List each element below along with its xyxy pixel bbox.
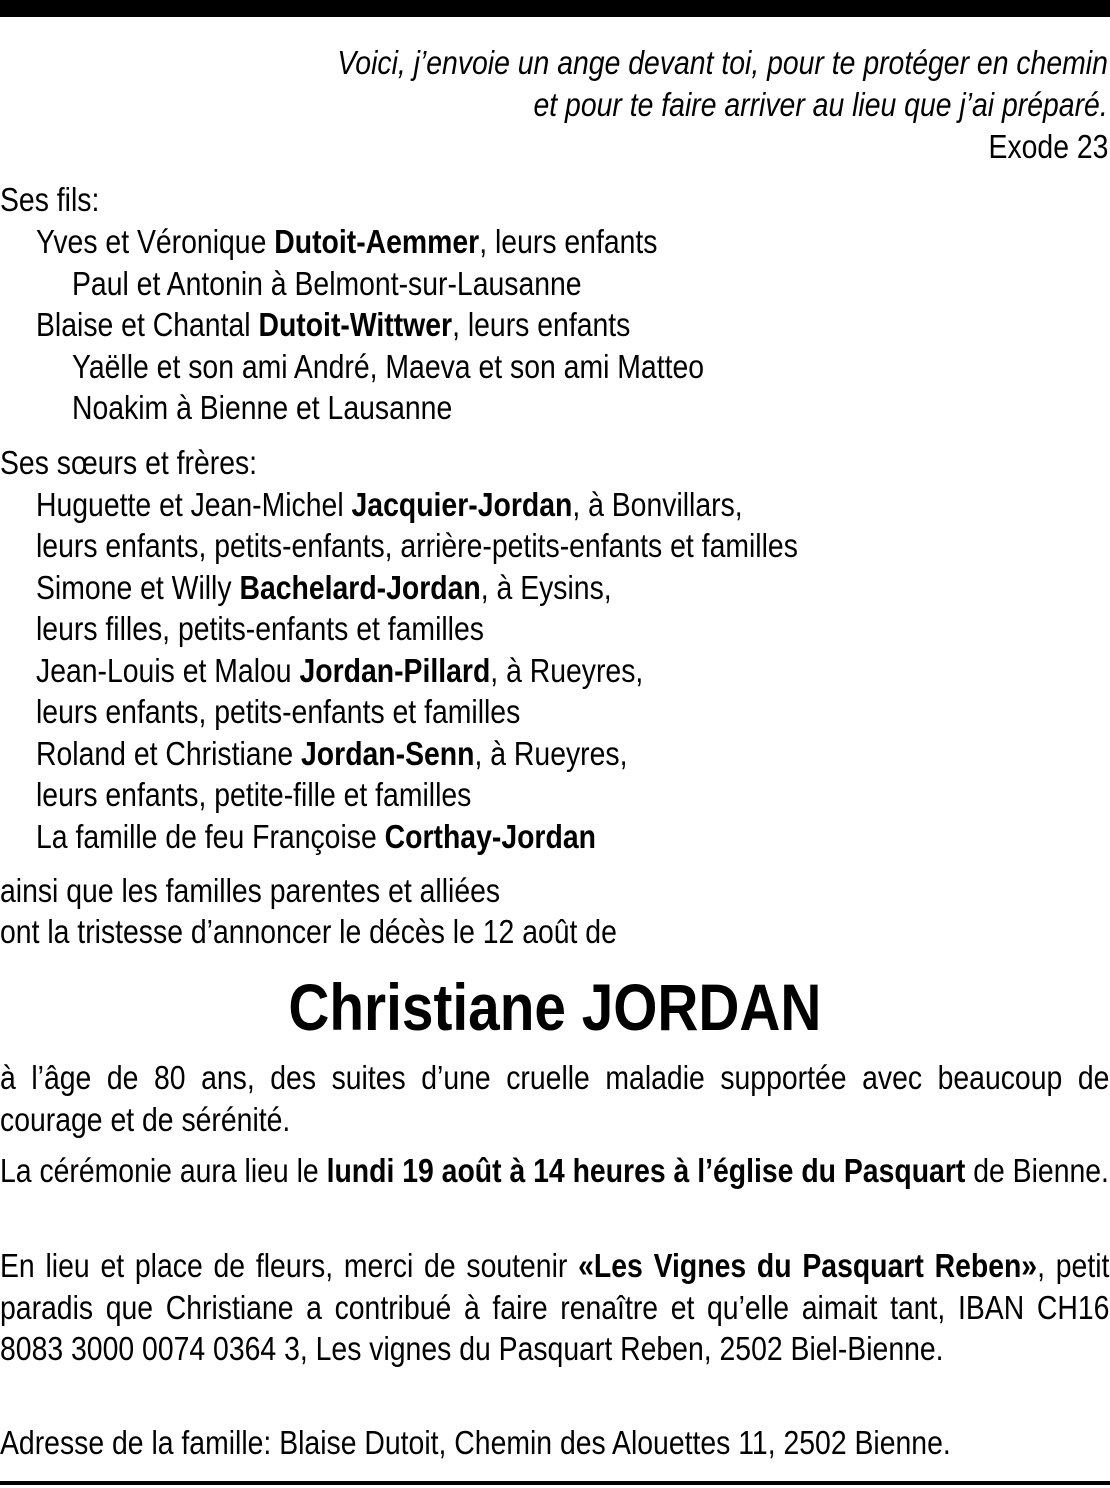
sibling-1-prefix: Huguette et Jean-Michel <box>36 486 352 523</box>
son-2-line <box>36 304 630 346</box>
sibling-4-prefix: Roland et Christiane <box>36 735 302 772</box>
announcement-line-1: ainsi que les familles parentes et alliées <box>0 872 501 909</box>
donation-paragraph <box>0 1245 1109 1370</box>
age-paragraph: à l’âge de 80 ans, des suites d’une cruelle maladie supportée avec beaucoup de courage et de sérénité. <box>0 1059 1110 1138</box>
donation-organization: «Les Vignes du Pasquart Reben» <box>578 1247 1038 1284</box>
sibling-1-suffix: , à Bonvillars, <box>572 486 743 523</box>
son-1-suffix: , leurs enfants <box>479 223 658 260</box>
sibling-3-family: leurs enfants, petits-enfants et familles <box>36 693 521 730</box>
sibling-3-prefix: Jean-Louis et Malou <box>36 652 300 689</box>
siblings-heading: Ses sœurs et frères: <box>0 444 258 481</box>
son-2-suffix: , leurs enfants <box>452 306 631 343</box>
son-2-children: Yaëlle et son ami André, Maeva et son ami Matteo <box>72 348 705 385</box>
verse-line-2: et pour te faire arriver au lieu que j’ai préparé. <box>533 86 1108 123</box>
sibling-2-family: leurs filles, petits-enfants et familles <box>36 610 484 647</box>
ceremony-prefix: La cérémonie aura lieu le <box>0 1152 327 1189</box>
announcement-line-2: ont la tristesse d’annoncer le décès le 12 août de <box>0 913 617 950</box>
sibling-4-surname: Jordan-Senn <box>301 735 475 772</box>
son-1-surname: Dutoit-Aemmer <box>274 223 480 260</box>
son-1-prefix: Yves et Véronique <box>36 223 275 260</box>
donation-suffix: , petit paradis que Christiane a contribué à faire renaître et qu’elle aimait tant, IBAN CH16 8083 3000 0074 0364 3, Les vignes du Pasquart Reben, 2502 Biel-Bienne. <box>0 1247 1110 1367</box>
sibling-3-surname: Jordan-Pillard <box>299 652 491 689</box>
sibling-1-line <box>36 484 743 526</box>
sibling-5-surname: Corthay-Jordan <box>384 818 596 855</box>
verse-reference: Exode 23 <box>988 128 1108 165</box>
son-2-prefix: Blaise et Chantal <box>36 306 259 343</box>
son-1-children: Paul et Antonin à Belmont-sur-Lausanne <box>72 265 582 302</box>
sibling-2-prefix: Simone et Willy <box>36 569 240 606</box>
ceremony-paragraph <box>0 1150 1109 1192</box>
sibling-2-line <box>36 567 612 609</box>
top-rule <box>0 0 1110 17</box>
sibling-4-family: leurs enfants, petite-fille et familles <box>36 776 472 813</box>
family-address: Adresse de la famille: Blaise Dutoit, Chemin des Alouettes 11, 2502 Bienne. <box>0 1424 951 1461</box>
sibling-4-line <box>36 733 628 775</box>
sibling-1-family: leurs enfants, petits-enfants, arrière-petits-enfants et familles <box>36 527 798 564</box>
deceased-name-text: Christiane JORDAN <box>288 970 822 1044</box>
son-2-surname: Dutoit-Wittwer <box>258 306 453 343</box>
sibling-2-surname: Bachelard-Jordan <box>239 569 481 606</box>
verse-line-1: Voici, j’envoie un ange devant toi, pour te protéger en chemin <box>337 44 1108 81</box>
sibling-3-suffix: , à Rueyres, <box>490 652 644 689</box>
sibling-4-suffix: , à Rueyres, <box>474 735 628 772</box>
sibling-5-line <box>36 816 596 858</box>
sibling-5-prefix: La famille de feu Françoise <box>36 818 385 855</box>
son-2-children-2: Noakim à Bienne et Lausanne <box>72 389 453 426</box>
deceased-name <box>0 967 1110 1047</box>
donation-prefix: En lieu et place de fleurs, merci de soutenir <box>0 1247 579 1284</box>
sibling-3-line <box>36 650 643 692</box>
sibling-1-surname: Jacquier-Jordan <box>351 486 573 523</box>
bottom-rule <box>0 1481 1110 1485</box>
ceremony-details: lundi 19 août à 14 heures à l’église du Pasquart <box>326 1152 966 1189</box>
son-1-line <box>36 221 657 263</box>
sibling-2-suffix: , à Eysins, <box>480 569 612 606</box>
sons-heading: Ses fils: <box>0 181 100 218</box>
ceremony-suffix: de Bienne. <box>965 1152 1109 1189</box>
